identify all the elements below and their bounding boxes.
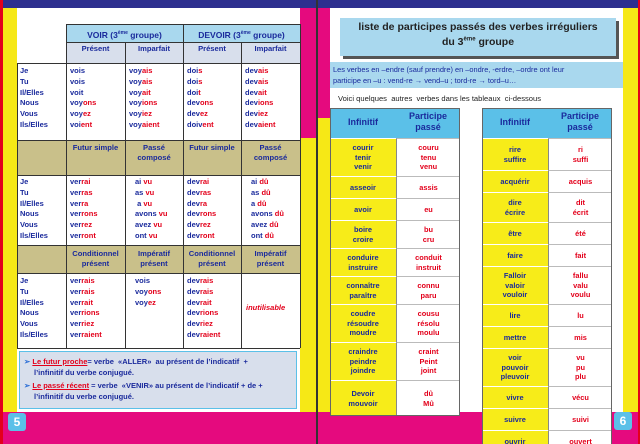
grid-line bbox=[17, 63, 18, 348]
pronoun: Il/Elles bbox=[20, 297, 44, 307]
grid-line bbox=[17, 273, 300, 274]
table-row bbox=[482, 386, 612, 408]
table-row bbox=[330, 276, 460, 304]
conjugation-column bbox=[129, 66, 159, 131]
header-voir: VOIR (3ème groupe) bbox=[87, 29, 162, 40]
conjugation-column bbox=[245, 66, 275, 131]
pronoun: Il/Elles bbox=[20, 198, 44, 208]
tense-header: Futur simple bbox=[72, 143, 119, 152]
participle-cell: cousu résolu moulu bbox=[396, 304, 460, 342]
conjugation-column bbox=[135, 177, 168, 242]
conjugated-form: dois bbox=[187, 76, 203, 86]
participle-cell: suivi bbox=[548, 408, 612, 430]
conjugated-form: vois bbox=[70, 76, 86, 86]
conjugated-form: voit bbox=[70, 87, 84, 97]
infinitive-cell: conduire instruire bbox=[330, 248, 396, 276]
conjugated-form: devais bbox=[245, 76, 269, 86]
infinitive-cell: rire suffire bbox=[482, 138, 548, 170]
tense-header: Imparfait bbox=[137, 44, 171, 53]
grid-line bbox=[183, 24, 184, 348]
conjugation-column bbox=[187, 66, 214, 131]
conjugated-form: voyez bbox=[135, 297, 156, 307]
participle-cell: conduit instruit bbox=[396, 248, 460, 276]
conjugated-form: vois bbox=[70, 66, 86, 75]
tense-header: Impératif présent bbox=[254, 249, 287, 268]
conjugated-form: devais bbox=[245, 66, 269, 75]
conjugated-form: voyais bbox=[129, 66, 153, 75]
conjugated-form: devrons bbox=[187, 209, 217, 219]
conjugated-form: devons bbox=[187, 98, 214, 108]
pronoun: Je bbox=[20, 177, 29, 186]
conjugated-form: voyions bbox=[129, 98, 158, 108]
pronoun: Tu bbox=[20, 187, 29, 197]
participle-cell: été bbox=[548, 222, 612, 244]
header-infinitive: Infinitif bbox=[500, 117, 530, 127]
conjugated-form: verriez bbox=[70, 319, 95, 329]
conjugated-form: devrai bbox=[187, 177, 210, 186]
conjugated-form: verrons bbox=[70, 209, 98, 219]
grid-line bbox=[17, 348, 300, 349]
infinitive-cell: vivre bbox=[482, 386, 548, 408]
conjugated-form: devras bbox=[187, 187, 212, 197]
note-futur-proche: ➢ Le futur proche= verbe «ALLER» au présent de l’indicatif + bbox=[24, 357, 248, 366]
infinitive-cell: Falloir valoir vouloir bbox=[482, 266, 548, 304]
conjugated-form: devait bbox=[245, 87, 267, 97]
note-futur-proche-cont: l’infinitif du verbe conjugué. bbox=[34, 368, 135, 377]
conjugation-column bbox=[70, 177, 98, 242]
rule-box bbox=[330, 62, 623, 88]
conjugated-form: voyait bbox=[129, 87, 151, 97]
page-number-left: 5 bbox=[8, 413, 26, 431]
conjugated-form: ont dû bbox=[251, 230, 274, 240]
conjugated-form: ai vu bbox=[135, 177, 153, 186]
infinitive-cell: voir pouvoir pleuvoir bbox=[482, 348, 548, 386]
right-pink-strip bbox=[300, 8, 316, 138]
conjugated-form: avez dû bbox=[251, 220, 279, 230]
conjugated-form: devront bbox=[187, 230, 215, 240]
grid-line bbox=[17, 245, 300, 246]
infinitive-cell: faire bbox=[482, 244, 548, 266]
conjugated-form: as dû bbox=[251, 187, 271, 197]
infinitive-cell: courir tenir venir bbox=[330, 138, 396, 176]
participle-cell: vécu bbox=[548, 386, 612, 408]
infinitive-cell: acquérir bbox=[482, 170, 548, 192]
pronoun: Je bbox=[20, 276, 29, 285]
tense-header: Impératif présent bbox=[137, 249, 171, 268]
conjugation-column bbox=[187, 276, 220, 341]
top-navy-band bbox=[318, 0, 638, 8]
table-row bbox=[482, 138, 612, 170]
conjugated-form: verraient bbox=[70, 329, 102, 339]
header-infinitive: Infinitif bbox=[348, 117, 378, 127]
conjugated-form: devaient bbox=[245, 119, 276, 129]
infinitive-cell: mettre bbox=[482, 326, 548, 348]
table-row bbox=[330, 380, 460, 416]
participle-cell: ouvert bbox=[548, 430, 612, 444]
infinitive-cell: dire écrire bbox=[482, 192, 548, 222]
conjugated-form: avons dû bbox=[251, 209, 284, 219]
conjugated-form: dois bbox=[187, 66, 203, 75]
table-row bbox=[330, 248, 460, 276]
conjugated-form: deviez bbox=[245, 109, 268, 119]
bottom-pink-band bbox=[3, 412, 316, 444]
participle-cell: fallu valu voulu bbox=[548, 266, 612, 304]
tense-header: Passé composé bbox=[137, 143, 171, 162]
participle-cell: couru tenu venu bbox=[396, 138, 460, 176]
pronoun: Nous bbox=[20, 209, 39, 219]
conjugated-form: verra bbox=[70, 198, 89, 208]
grid-line bbox=[17, 140, 300, 141]
participle-cell: craint Peint joint bbox=[396, 342, 460, 380]
conjugated-form: voient bbox=[70, 119, 93, 129]
top-navy-band bbox=[3, 0, 316, 8]
conjugated-form: devrait bbox=[187, 297, 212, 307]
right-yellow-strip bbox=[300, 138, 316, 412]
grid-line bbox=[17, 63, 300, 64]
conjugation-column bbox=[135, 276, 161, 308]
table-row bbox=[482, 348, 612, 386]
table-row bbox=[482, 430, 612, 444]
conjugated-form: a dû bbox=[251, 198, 267, 208]
left-page bbox=[3, 0, 316, 444]
title-line-1: liste de participes passés des verbes irréguliers bbox=[358, 21, 598, 33]
participle-cell: ri suffi bbox=[548, 138, 612, 170]
participle-cell: fait bbox=[548, 244, 612, 266]
conjugated-form: voyiez bbox=[129, 109, 152, 119]
table-row bbox=[482, 244, 612, 266]
infinitive-cell: ouvrir bbox=[482, 430, 548, 444]
table-row bbox=[330, 198, 460, 220]
tense-header: Imparfait bbox=[254, 44, 287, 53]
pronoun: Il/Elles bbox=[20, 87, 44, 97]
conjugated-form: verrez bbox=[70, 220, 93, 230]
participle-cell: dû Mû bbox=[396, 380, 460, 416]
page-number-right: 6 bbox=[614, 412, 632, 430]
participle-cell: dit écrit bbox=[548, 192, 612, 222]
infinitive-cell: être bbox=[482, 222, 548, 244]
conjugated-form: devrais bbox=[187, 276, 214, 285]
table-row bbox=[482, 192, 612, 222]
table-row bbox=[482, 266, 612, 304]
rule-line-1: Les verbes en –endre (sauf prendre) en –ondre, -erdre, –ordre ont leur bbox=[333, 65, 565, 74]
infinitive-cell: suivre bbox=[482, 408, 548, 430]
title-box bbox=[340, 18, 616, 56]
infinitive-cell: Devoir mouvoir bbox=[330, 380, 396, 416]
infinitive-cell: connaître paraître bbox=[330, 276, 396, 304]
table-row bbox=[330, 138, 460, 176]
pronoun: Tu bbox=[20, 286, 29, 296]
tense-header: Présent bbox=[81, 44, 110, 53]
infinitive-cell: asseoir bbox=[330, 176, 396, 198]
table-row bbox=[330, 342, 460, 380]
table-row bbox=[482, 222, 612, 244]
participle-cell: eu bbox=[396, 198, 460, 220]
infinitive-cell: avoir bbox=[330, 198, 396, 220]
left-yellow-strip bbox=[3, 8, 17, 413]
grid-line bbox=[17, 175, 300, 176]
conjugation-column bbox=[70, 276, 102, 341]
tense-header: Présent bbox=[198, 44, 226, 53]
conjugated-form: devrez bbox=[187, 220, 211, 230]
participle-cell: acquis bbox=[548, 170, 612, 192]
right-page bbox=[318, 0, 638, 444]
pronoun: Vous bbox=[20, 220, 38, 230]
conjugation-column bbox=[251, 177, 284, 242]
pronoun-column bbox=[20, 276, 48, 341]
conjugated-form: devez bbox=[187, 109, 208, 119]
conjugated-form: devriez bbox=[187, 319, 213, 329]
conjugated-form: doit bbox=[187, 87, 201, 97]
conjugation-column bbox=[187, 177, 216, 242]
table-row bbox=[482, 304, 612, 326]
pronoun: Vous bbox=[20, 109, 38, 119]
participle-cell: vu pu plu bbox=[548, 348, 612, 386]
note-passe-recent-cont: l’infinitif du verbe conjugué. bbox=[34, 392, 135, 401]
intro-text: Voici quelques autres verbes dans les tableaux ci-dessous bbox=[338, 94, 542, 103]
conjugated-form: avez vu bbox=[135, 220, 163, 230]
conjugated-form: voyez bbox=[70, 109, 91, 119]
infinitive-cell: boire croire bbox=[330, 220, 396, 248]
pronoun: Je bbox=[20, 66, 29, 75]
rule-line-2: participe en –u : vend-re → vend–u ; tord-re → tord–u… bbox=[333, 76, 517, 85]
table-row bbox=[330, 220, 460, 248]
conjugation-column bbox=[70, 66, 96, 131]
conjugated-form: verrais bbox=[70, 276, 95, 285]
header-devoir: DEVOIR (3ème groupe) bbox=[198, 29, 285, 40]
title-line-2: du 3ème groupe bbox=[441, 36, 515, 48]
conjugated-form: voyais bbox=[129, 76, 153, 86]
table-row bbox=[482, 170, 612, 192]
tense-header: Conditionnel présent bbox=[72, 249, 119, 268]
infinitive-cell: lire bbox=[482, 304, 548, 326]
conjugated-form: vois bbox=[135, 276, 151, 285]
conjugated-form: voyaient bbox=[129, 119, 160, 129]
tense-header: Futur simple bbox=[189, 143, 235, 152]
table-row bbox=[330, 176, 460, 198]
participle-cell: mis bbox=[548, 326, 612, 348]
table-header bbox=[330, 108, 460, 138]
conjugated-form: devrais bbox=[187, 286, 214, 296]
left-yellow-strip bbox=[318, 118, 330, 412]
note-box bbox=[19, 351, 297, 409]
conjugated-form: voyons bbox=[135, 286, 162, 296]
table-row bbox=[482, 408, 612, 430]
pronoun: Nous bbox=[20, 308, 39, 318]
conjugated-form: doivent bbox=[187, 119, 214, 129]
participle-cell: bu cru bbox=[396, 220, 460, 248]
pronoun-column bbox=[20, 66, 48, 131]
conjugated-form: devra bbox=[187, 198, 208, 208]
right-yellow-strip bbox=[623, 8, 638, 412]
conjugated-form: ont vu bbox=[135, 230, 158, 240]
conjugated-form: ai dû bbox=[251, 177, 269, 186]
conjugated-form: voyons bbox=[70, 98, 97, 108]
pronoun: Ils/Elles bbox=[20, 329, 48, 339]
conjugated-form: verrais bbox=[70, 286, 95, 296]
conjugated-form: avons vu bbox=[135, 209, 168, 219]
table-row bbox=[482, 326, 612, 348]
pronoun: Nous bbox=[20, 98, 39, 108]
header-participle: Participe passé bbox=[408, 111, 448, 132]
pronoun: Vous bbox=[20, 319, 38, 329]
note-passe-recent: ➢ Le passé récent = verbe «VENIR» au présent de l’indicatif + de + bbox=[24, 381, 263, 390]
conjugated-form: verrait bbox=[70, 297, 93, 307]
table-row bbox=[330, 304, 460, 342]
pronoun: Tu bbox=[20, 76, 29, 86]
grid-line bbox=[241, 42, 242, 348]
conjugated-form: verrai bbox=[70, 177, 91, 186]
conjugated-form: devrions bbox=[187, 308, 219, 318]
conjugated-form: verrions bbox=[70, 308, 100, 318]
pronoun-column bbox=[20, 177, 48, 242]
tense-header: Passé composé bbox=[253, 143, 288, 162]
conjugated-form: as vu bbox=[135, 187, 155, 197]
pronoun: Ils/Elles bbox=[20, 119, 48, 129]
grid-line bbox=[66, 24, 67, 348]
participle-cell: connu paru bbox=[396, 276, 460, 304]
left-pink-strip bbox=[318, 8, 330, 118]
conjugated-form: verras bbox=[70, 187, 93, 197]
conjugated-form: verront bbox=[70, 230, 96, 240]
participle-cell: assis bbox=[396, 176, 460, 198]
infinitive-cell: craindre peindre joindre bbox=[330, 342, 396, 380]
pronoun: Ils/Elles bbox=[20, 230, 48, 240]
infinitive-cell: coudre résoudre moudre bbox=[330, 304, 396, 342]
conjugated-form: devraient bbox=[187, 329, 221, 339]
table-header bbox=[482, 108, 612, 138]
imperative-unusable: inutilisable bbox=[246, 303, 286, 312]
conjugated-form: a vu bbox=[135, 198, 153, 208]
tense-header: Conditionnel présent bbox=[188, 249, 236, 268]
grid-line bbox=[300, 24, 301, 348]
grid-line bbox=[125, 42, 126, 348]
conjugated-form: devions bbox=[245, 98, 274, 108]
header-participle: Participe passé bbox=[560, 111, 600, 132]
participle-cell: lu bbox=[548, 304, 612, 326]
